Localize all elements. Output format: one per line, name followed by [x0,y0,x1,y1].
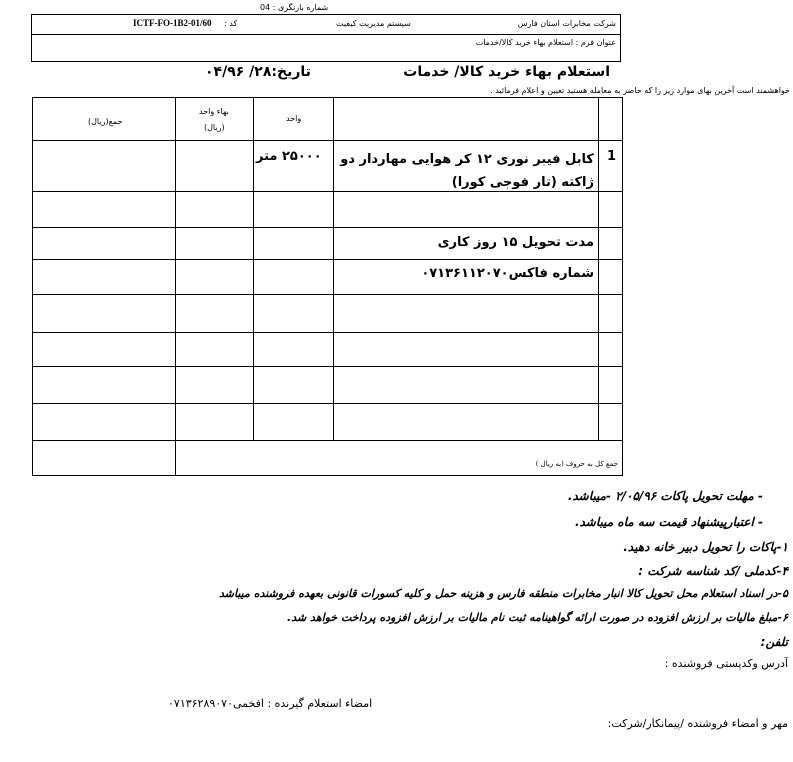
item-description: کابل فیبر نوری ۱۲ کر هوایی مهاردار دو ژاکته (تار فوجی کورا) [340,152,594,190]
term-4: ۴-کدملی /کد شناسه شرکت : [638,564,788,578]
seller-address-label: آدرس وکدپستی فروشنده : [664,657,788,670]
code-label: کد : [224,19,238,28]
term-deadline: - مهلت تحویل پاکات ۲/۰۵/۹۶ -میباشد. [567,489,763,503]
system-name: سیستم مدیریت کیفیت [336,19,411,28]
table-row [33,141,623,192]
page-title: استعلام بهاء خرید کالا/ خدمات [403,64,610,80]
term-1: ۱-پاکات را تحویل دبیر خانه دهید. [623,540,788,554]
inquiry-signature: امضاء استعلام گیرنده : افخمی۰۷۱۳۶۲۸۹۰۷۰ [168,697,373,710]
term-6: ۶-مبلغ مالیات بر ارزش افزوده در صورت ارائه گواهینامه ثبت نام مالیات بر ارزش افزوده پرداخت خواهد شد. [287,611,788,624]
seller-signature-label: مهر و امضاء فروشنده /پیمانکار/شرکت: [607,717,788,730]
item-number: 1 [607,149,617,164]
phone-label: تلفن: [760,635,788,649]
term-5: ۵-در اسناد استعلام محل تحویل کالا انبار مخابرات منطقه فارس و هزینه حمل و کلیه کسورات قانونی بعهده فروشنده میباشد [219,587,788,600]
term-validity: - اعتبارپیشنهاد قیمت سه ماه میباشد. [574,515,763,529]
col-unit-header: واحد [286,114,302,123]
col-unit-price-header: بهاء واحد [199,107,229,116]
sum-in-words: جمع کل به حروف (به ریال ) [535,460,618,468]
revision-number: شماره بازنگری : 04 [260,3,329,12]
delivery-time: مدت تحویل ۱۵ روز کاری [437,235,594,250]
company-name: شرکت مخابرات استان فارس [517,19,616,28]
form-code: ICTF-FO-1B2-01/60 [133,18,212,28]
items-table [32,97,623,476]
fax-number: شماره فاکس۰۷۱۳۶۱۱۲۰۷۰ [421,266,594,281]
intro-text: خواهشمند است آخرین بهای موارد زیر را که حاضر به معامله هستید تعیین و اعلام فرمائید . [490,86,790,95]
form-title: عنوان فرم : استعلام بهاء خرید کالا/خدمات [475,38,616,47]
col-unit-price-subheader: (ریال) [204,123,225,132]
date: تاریخ:۲۸/ ۰۴/۹۶ [205,64,311,80]
form-header [31,14,621,62]
col-total-header: جمع(ریال) [88,117,123,126]
item-unit: ۲۵۰۰۰ متر [256,149,322,164]
